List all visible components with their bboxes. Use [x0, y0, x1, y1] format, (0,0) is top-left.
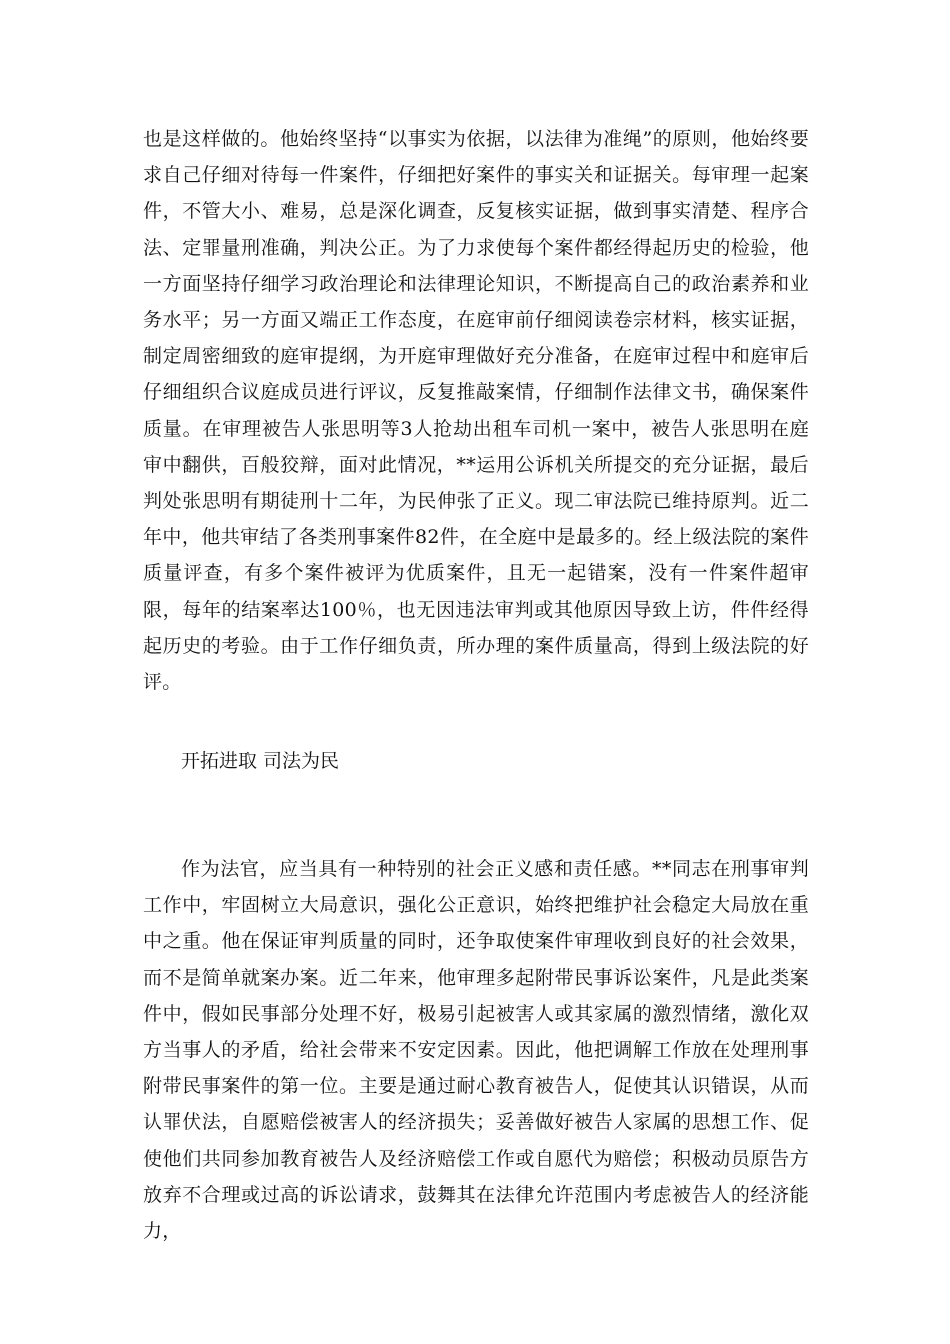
body-paragraph-case-quality: 也是这样做的。他始终坚持“以事实为依据，以法律为准绳”的原则，他始终要求自己仔细对待每一件案件，仔细把好案件的事实关和证据关。每审理一起案件，不管大小、难易，总是深化调查，反复核实证据，做到事实清楚、程序合法、定罪量刑准确，判决公正。为了力求使每个案件都经得起历史的检验，他一方面坚持仔细学习政治理论和法律理论知识，不断提高自己的政治素养和业务水平；另一方面又端正工作态度，在庭审前仔细阅读卷宗材料，核实证据，制定周密细致的庭审提纲，为开庭审理做好充分准备，在庭审过程中和庭审后仔细组织合议庭成员进行评议，反复推敲案情，仔细制作法律文书，确保案件质量。在审理被告人张思明等3人抢劫出租车司机一案中，被告人张思明在庭审中翻供，百般狡辩，面对此情况，**运用公诉机关所提交的充分证据，最后判处张思明有期徒刑十二年，为民伸张了正义。现二审法院已维持原判。近二年中，他共审结了各类刑事案件82件，在全庭中是最多的。经上级法院的案件质量评查，有多个案件被评为优质案件，且无一起错案，没有一件案件超审限，每年的结案率达100％，也无因违法审判或其他原因导致上访，件件经得起历史的考验。由于工作仔细负责，所办理的案件质量高，得到上级法院的好评。 — [143, 128, 809, 694]
body-paragraph-justice: 作为法官，应当具有一种特别的社会正义感和责任感。**同志在刑事审判工作中，牢固树立大局意识，强化公正意识，始终把维护社会稳定大局放在重中之重。他在保证审判质量的同时，还争取使案件审理收到良好的社会效果，而不是简单就案办案。近二年来，他审理多起附带民事诉讼案件，凡是此类案件中，假如民事部分处理不好，极易引起被害人或其家属的激烈情绪，激化双方当事人的矛盾，给社会带来不安定因素。因此，他把调解工作放在处理刑事附带民事案件的第一位。主要是通过耐心教育被告人，促使其认识错误，从而认罪伏法，自愿赔偿被害人的经济损失；妥善做好被告人家属的思想工作、促使他们共同参加教育被告人及经济赔偿工作或自愿代为赔偿；积极动员原告方放弃不合理或过高的诉讼请求，鼓舞其在法律允许范围内考虑被告人的经济能力， — [143, 858, 809, 1243]
section-heading: 开拓进取 司法为民 — [181, 750, 340, 772]
